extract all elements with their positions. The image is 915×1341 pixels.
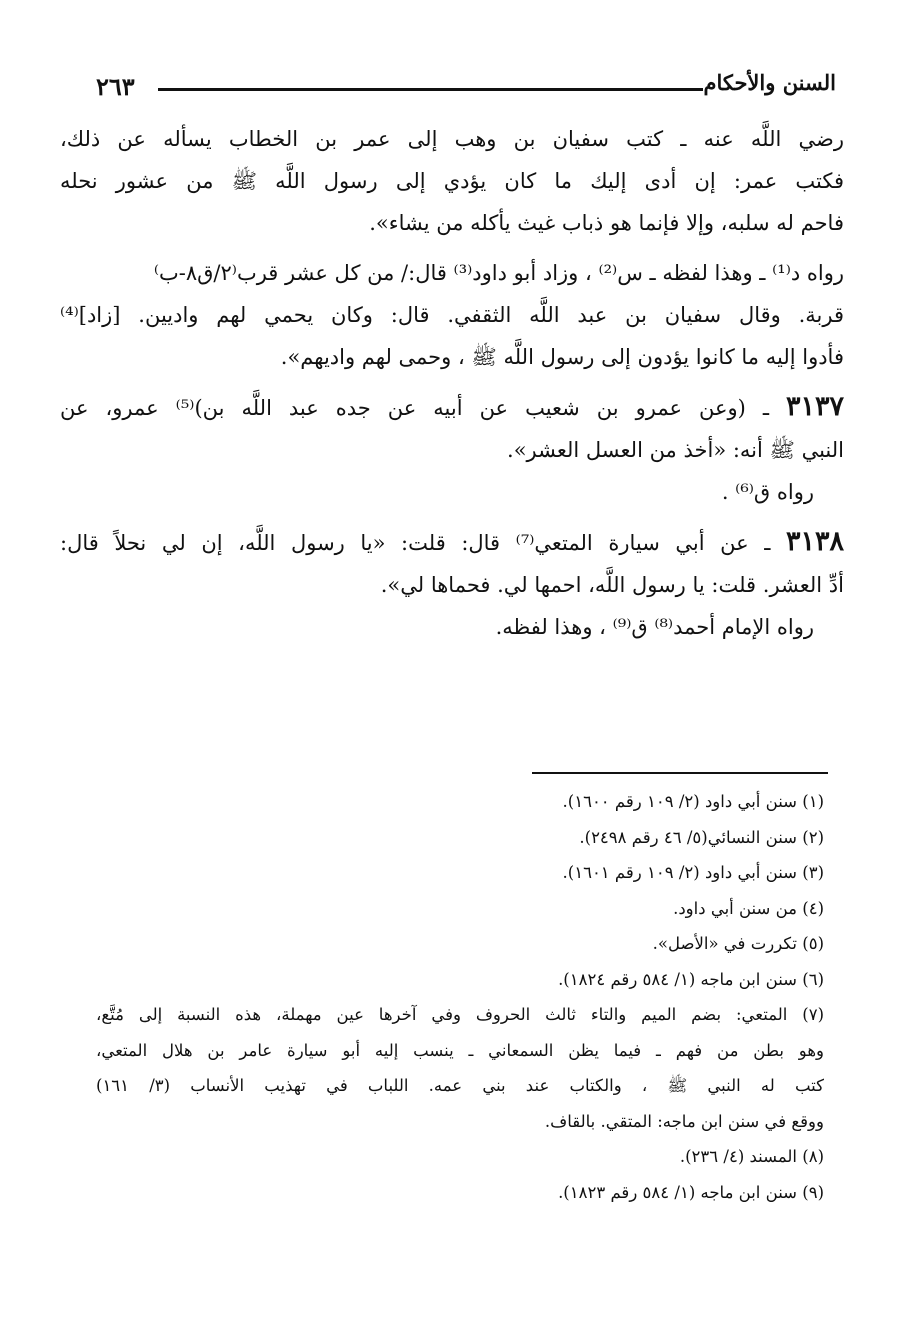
page-number: ٢٦٣ (96, 72, 135, 101)
footnote: (١) سنن أبي داود (٢/ ١٠٩ رقم ١٦٠٠). (562, 792, 824, 811)
footnote: (٢) سنن النسائي(٥/ ٤٦ رقم ٢٤٩٨). (579, 827, 824, 847)
running-title: السنن والأحكام (703, 70, 836, 95)
body-line: رواه د⁽¹⁾ ـ وهذا لفظه ـ س⁽²⁾ ، وزاد أبو داود⁽³⁾ قال:/ من كل عشر قرب⁽٢/ق٨-ب⁾ (153, 261, 844, 285)
body-line: فكتب عمر: إن أدى إليك ما كان يؤدي إلى رسول اللَّه ﷺ من عشور نحله (60, 169, 844, 193)
footnote: (٨) المسند (٤/ ٢٣٦). (679, 1147, 824, 1166)
footnotes (96, 784, 824, 1210)
footnote: (٤) من سنن أبي داود. (673, 898, 824, 918)
footnote: (٦) سنن ابن ماجه (١/ ٥٨٤ رقم ١٨٢٤). (558, 969, 824, 989)
main-text (60, 118, 844, 648)
body-line: النبي ﷺ أنه: «أخذ من العسل العشر». (507, 438, 844, 462)
hadith-number: ٣١٣٧ (786, 391, 845, 422)
hadith-number: ٣١٣٨ (785, 526, 844, 557)
footnote: (٧) المتعي: بضم الميم والتاء ثالث الحروف وفي آخرها عين مهملة، هذه النسبة إلى مُتَّع، (96, 1005, 824, 1024)
running-header (96, 70, 836, 104)
hadith-3138-line: ٣١٣٨ ـ عن أبي سيارة المتعي⁽⁷⁾ قال: قلت: «يا رسول اللَّه، إن لي نحلاً قال: (60, 526, 844, 557)
body-line: رضي اللَّه عنه ـ كتب سفيان بن وهب إلى عمر بن الخطاب يسأله عن ذلك، (60, 127, 844, 151)
hadith-3137-line: ٣١٣٧ ـ (وعن عمرو بن شعيب عن أبيه عن جده عبد اللَّه بن)⁽⁵⁾ عمرو، عن (60, 391, 845, 422)
body-line: قربة. وقال سفيان بن عبد اللَّه الثقفي. قال: وكان يحمي لهم واديين. [زاد]⁽⁴⁾ (60, 303, 844, 327)
footnote: (٥) تكررت في «الأصل». (652, 934, 824, 953)
footnote-continuation: كتب له النبي ﷺ ، والكتاب عند بني عمه. اللباب في تهذيب الأنساب (٣/ ١٦١) (96, 1076, 824, 1095)
body-line: رواه الإمام أحمد⁽⁸⁾ ق⁽⁹⁾ ، وهذا لفظه. (495, 615, 814, 639)
footnote-continuation: وهو بطن من فهم ـ فيما يظن السمعاني ـ ينسب إليه أبو سيارة عامر بن هلال المتعي، (96, 1040, 824, 1060)
body-line: فأدوا إليه ما كانوا يؤدون إلى رسول اللَّه ﷺ ، وحمى لهم واديهم». (280, 345, 844, 369)
body-line: أدِّ العشر. قلت: يا رسول اللَّه، احمها لي. فحماها لي». (380, 573, 844, 597)
body-line: فاحم له سلبه، وإلا فإنما هو ذباب غيث يأكله من يشاء». (369, 211, 844, 235)
header-rule (158, 88, 703, 91)
footnote-separator (532, 772, 828, 774)
footnote: (٩) سنن ابن ماجه (١/ ٥٨٤ رقم ١٨٢٣). (558, 1182, 824, 1202)
body-line: رواه ق⁽⁶⁾ . (721, 480, 814, 504)
footnote: (٣) سنن أبي داود (٢/ ١٠٩ رقم ١٦٠١). (562, 863, 824, 882)
footnote-continuation: ووقع في سنن ابن ماجه: المتقي. بالقاف. (544, 1111, 824, 1131)
